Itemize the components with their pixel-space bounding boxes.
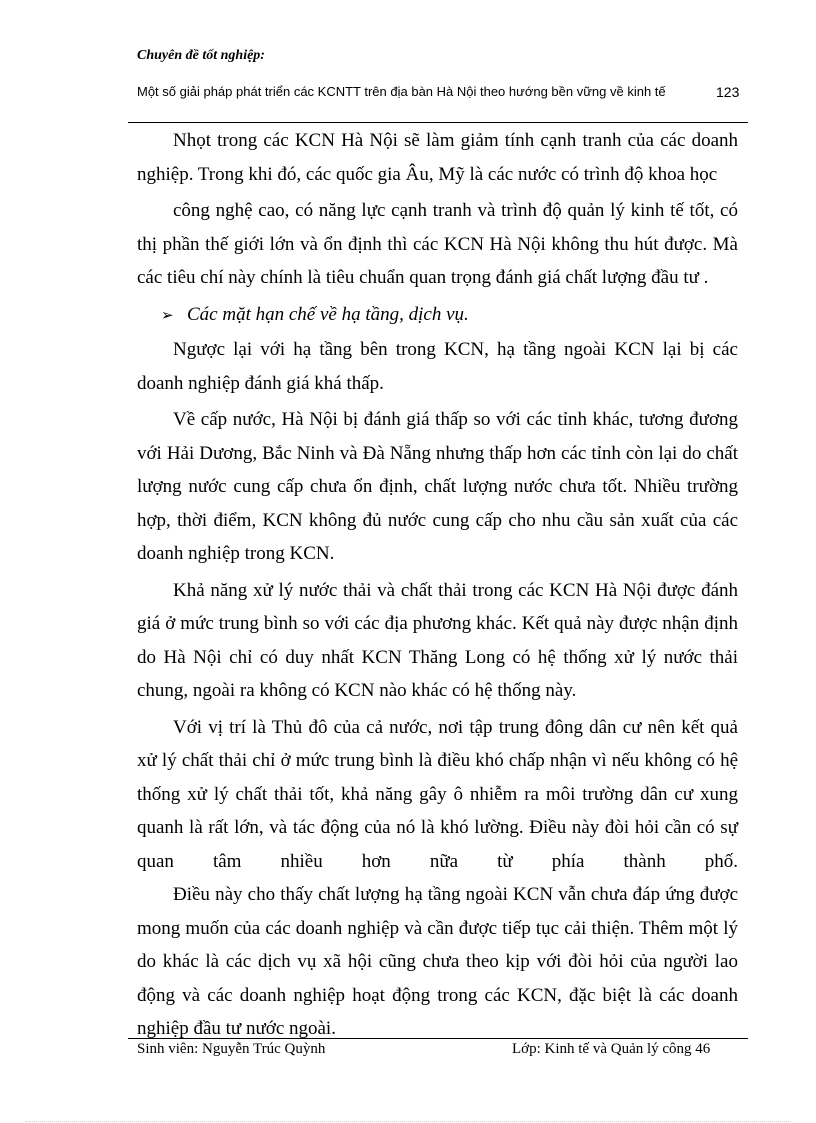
bullet-heading: [137, 298, 738, 334]
page-number: 123: [716, 84, 740, 100]
paragraph-3: Ngược lại với hạ tầng bên trong KCN, hạ tầng ngoài KCN lại bị các doanh nghiệp đánh giá khá thấp.: [137, 339, 738, 394]
header-divider: [128, 122, 748, 123]
footer-divider: [128, 1038, 748, 1039]
document-header-title: Chuyên đề tốt nghiệp:: [137, 48, 265, 63]
paragraph-1: Nhọt trong các KCN Hà Nội sẽ làm giảm tính cạnh tranh của các doanh nghiệp. Trong khi đó, các quốc gia Âu, Mỹ là các nước có trình độ khoa học: [137, 130, 738, 185]
footer-class: Lớp: Kinh tế và Quản lý công 46: [512, 1041, 711, 1057]
footer-student: Sinh viên: Nguyễn Trúc Quỳnh: [137, 1041, 326, 1057]
bullet-heading-text: Các mặt hạn chế về hạ tầng, dịch vụ.: [187, 303, 469, 325]
document-body: [137, 124, 738, 1046]
document-header-subtitle: Một số giải pháp phát triển các KCNTT trên địa bàn Hà Nội theo hướng bền vững về kinh tế: [137, 84, 666, 99]
paragraph-4: Về cấp nước, Hà Nội bị đánh giá thấp so với các tỉnh khác, tương đương với Hải Dương, Bắc Ninh và Đà Nẵng nhưng thấp hơn các tỉnh còn lại do chất lượng nước cung cấp chưa ổn định, chất lượng nước chưa tốt. Nhiều trường hợp, thời điểm, KCN không đủ nước cung cấp cho nhu cầu sản xuất của các doanh nghiệp trong KCN.: [137, 409, 738, 564]
arrow-bullet-icon: ➢: [161, 307, 174, 324]
paragraph-6: Với vị trí là Thủ đô của cả nước, nơi tập trung đông dân cư nên kết quả xử lý chất thải chỉ ở mức trung bình là điều khó chấp nhận vì nếu không có hệ thống xử lý chất thải tốt, khả năng gây ô nhiễm ra môi trường dân cư xung quanh là rất lớn, và tác động của nó là khó lường. Điều này đòi hỏi cần có sự quan tâm nhiều hơn nữa từ phía thành phố.: [137, 716, 738, 872]
page-bottom-dotted-line: [25, 1121, 791, 1122]
paragraph-2: công nghệ cao, có năng lực cạnh tranh và trình độ quản lý kinh tế tốt, có thị phần thế giới lớn và ổn định thì các KCN Hà Nội không thu hút được. Mà các tiêu chí này chính là tiêu chuẩn quan trọng đánh giá chất lượng đầu tư .: [137, 200, 738, 288]
paragraph-5: Khả năng xử lý nước thải và chất thải trong các KCN Hà Nội được đánh giá ở mức trung bình so với các địa phương khác. Kết quả này được nhận định do Hà Nội chỉ có duy nhất KCN Thăng Long có hệ thống xử lý nước thải chung, ngoài ra không có KCN nào khác có hệ thống này.: [137, 579, 738, 701]
paragraph-7: Điều này cho thấy chất lượng hạ tầng ngoài KCN vẫn chưa đáp ứng được mong muốn của các doanh nghiệp và cần được tiếp tục cải thiện. Thêm một lý do khác là các dịch vụ xã hội cũng chưa theo kịp với đòi hỏi của người lao động và các doanh nghiệp hoạt động trong các KCN, đặc biệt là các doanh nghiệp đầu tư nước ngoài.: [137, 884, 738, 1039]
